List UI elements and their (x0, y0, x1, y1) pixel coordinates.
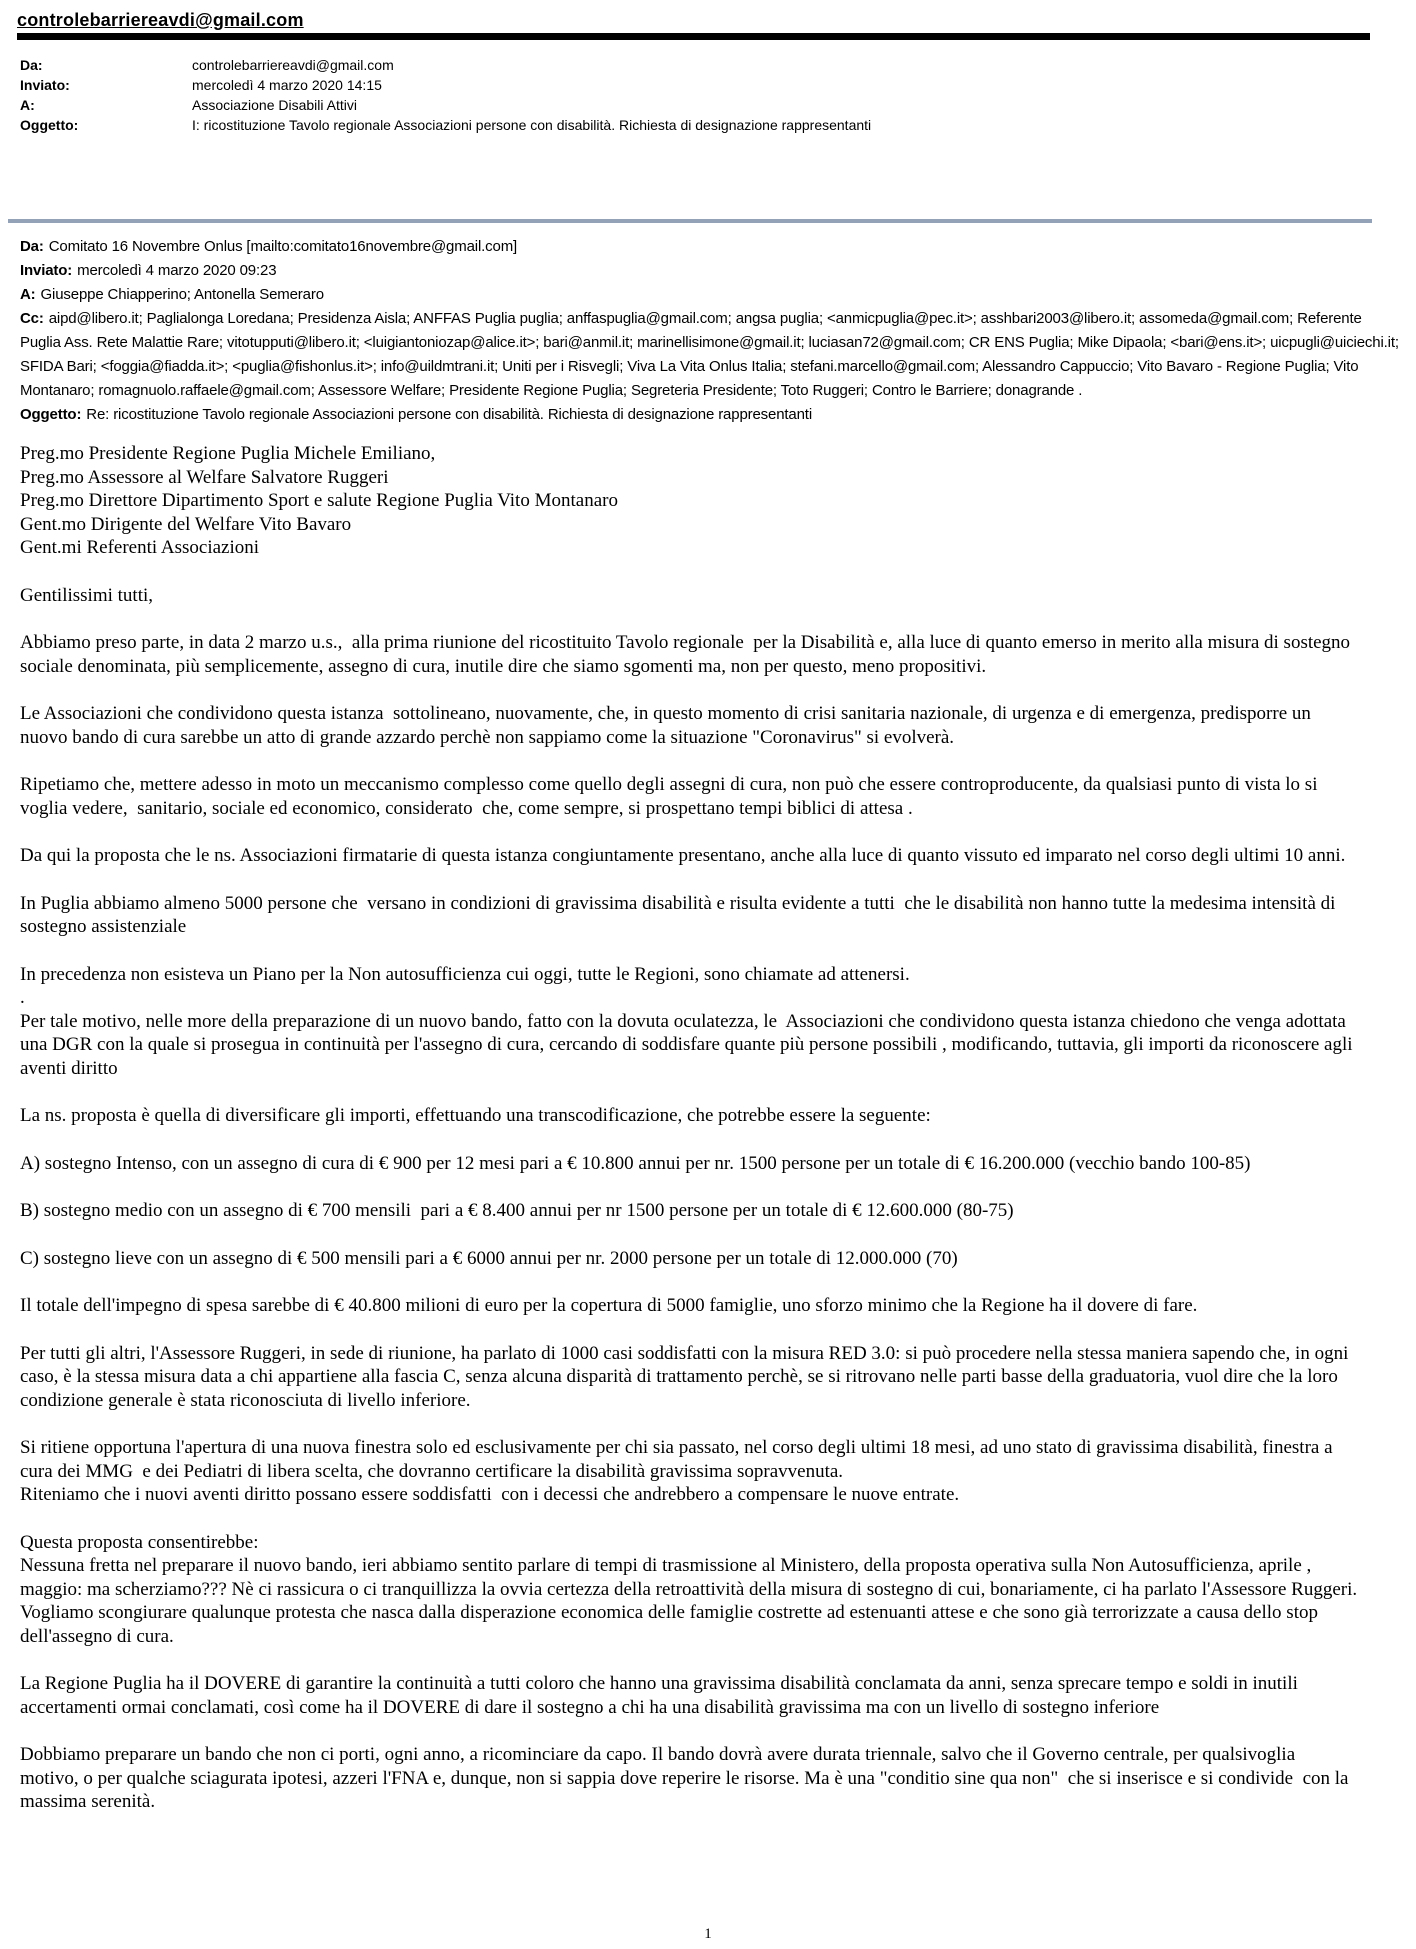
body-paragraph: Per tutti gli altri, l'Assessore Ruggeri, in sede di riunione, ha parlato di 1000 casi soddisfatti con la misura RED 3.0: si può procedere nella stessa maniera sapendo che, in ogni caso, è la stessa misura data a chi appartiene alla fascia C, senza alcuna disparità di trattamento perchè, se si ritrovano nelle parti basse della graduatoria, vuol dire che la loro condizione generale è stata riconosciuta di livello inferiore. (20, 1342, 1354, 1411)
proposal-item-b (20, 1199, 1358, 1223)
header-row-da (20, 55, 1370, 75)
body-paragraph: Ripetiamo che, mettere adesso in moto un meccanismo complesso come quello degli assegni di cura, non può che essere controproducente, da qualsiasi punto di vista lo si voglia vedere, sanitario, sociale ed economico, considerato che, come sempre, si prospettano tempi biblici di attesa . (20, 774, 1323, 819)
body-paragraph: La Regione Puglia ha il DOVERE di garantire la continuità a tutti coloro che hanno una gravissima disabilità conclamata da anni, senza sprecare tempo e soldi in inutili accertamenti ormai conclamati, così come ha il DOVERE di dare il sostegno a chi ha una disabilità gravissima ma con un livello di sostegno inferiore (20, 1673, 1303, 1718)
forwarded-value-a: Giuseppe Chiapperino; Antonella Semeraro (40, 286, 324, 303)
forwarded-value-cc: aipd@libero.it; Paglialonga Loredana; Presidenza Aisla; ANFFAS Puglia puglia; anffaspuglia@gmail.com; angsa puglia; <anmicpuglia@pec.it>; asshbari2003@libero.it; assomeda@gmail.com; Referente Puglia Ass. Rete Malattie Rare; vitotupputi@libero.it; <luigiantoniozap@alice.it>; bari@anmil.it; marinellisimone@gmail.it; luciasan72@gmail.com; CR ENS Puglia; Mike Dipaola; <bari@ens.it>; uicpugli@uiciechi.it; SFIDA Bari; <foggia@fiadda.it>; <puglia@fishonlus.it>; info@uildmtrani.it; Uniti per i Risvegli; Viva La Vita Onlus Italia; stefani.marcello@gmail.com; Alessandro Cappuccio; Vito Bavaro - Regione Puglia; Vito Montanaro; romagnuolo.raffaele@gmail.com; Assessore Welfare; Presidente Regione Puglia; Segreteria Presidente; Toto Ruggeri; Contro le Barriere; donagrande . (20, 310, 1403, 399)
greeting-block (20, 442, 1358, 560)
header-label-oggetto: Oggetto: (20, 117, 79, 133)
forwarded-value-da: Comitato 16 Novembre Onlus [mailto:comitato16novembre@gmail.com] (48, 238, 518, 255)
body-paragraph: Nessuna fretta nel preparare il nuovo bando, ieri abbiamo sentito parlare di tempi di trasmissione al Ministero, della proposta operativa sulla Non Autosufficienza, aprile , maggio: ma scherziamo??? Nè ci rassicura o ci tranquillizza la ovvia certezza della retroattività della misura di sostegno di cui, bonariamente, ci ha parlato l'Assessore Ruggeri. Vogliamo scongiurare qualunque protesta che nasca dalla disperazione economica delle famiglie costrette ad estenuanti attese e che sono già terrorizzate a causa dello stop dell'assegno di cura. (20, 1555, 1362, 1647)
body-paragraph: Si ritiene opportuna l'apertura di una nuova finestra solo ed esclusivamente per chi sia passato, nel corso degli ultimi 18 mesi, ad uno stato di gravissima disabilità, finestra a cura dei MMG e dei Pediatri di libera scelta, che dovranno certificare la disabilità gravissima sopravvenuta. (20, 1437, 1338, 1482)
body-block (20, 1104, 1358, 1128)
body-paragraph: Il totale dell'impegno di spesa sarebbe di € 40.800 milioni di euro per la copertura di 5000 famiglie, uno sforzo minimo che la Regione ha il dovere di fare. (20, 1295, 1198, 1316)
body-block (20, 1342, 1358, 1413)
body-block (20, 963, 1358, 1081)
forwarded-label-oggetto: Oggetto: (20, 406, 82, 423)
body-block (20, 1672, 1358, 1719)
body-paragraph: La ns. proposta è quella di diversificare gli importi, effettuando una transcodificazione, che potrebbe essere la seguente: (20, 1105, 931, 1126)
body-paragraph: In precedenza non esisteva un Piano per la Non autosufficienza cui oggi, tutte le Regioni, sono chiamate ad attenersi. (20, 963, 910, 985)
forwarded-label-inviato: Inviato: (20, 262, 73, 279)
forwarded-row-oggetto (20, 403, 1404, 427)
body-block (20, 631, 1358, 678)
body-paragraph: Le Associazioni che condividono questa istanza sottolineano, nuovamente, che, in questo momento di crisi sanitaria nazionale, di urgenza e di emergenza, predisporre un nuovo bando di cura sarebbe un atto di grande azzardo perchè non sappiamo come la situazione "Coronavirus" si evolverà. (20, 703, 1316, 748)
header-value-inviato: mercoledì 4 marzo 2020 14:15 (192, 77, 382, 93)
body-paragraph: Questa proposta consentirebbe: (20, 1531, 259, 1553)
greeting-line: Preg.mo Direttore Dipartimento Sport e salute Regione Puglia Vito Montanaro (20, 490, 618, 511)
body-paragraph: Gentilissimi tutti, (20, 584, 154, 606)
header-value-oggetto: I: ricostituzione Tavolo regionale Associazioni persone con disabilità. Richiesta di designazione rappresentanti (192, 117, 872, 133)
body-block (20, 702, 1358, 749)
forwarded-label-da: Da: (20, 238, 44, 255)
body-block (20, 1531, 1362, 1649)
body-block (20, 584, 1358, 608)
body-paragraph: Abbiamo preso parte, in data 2 marzo u.s., alla prima riunione del ricostituito Tavolo regionale per la Disabilità e, alla luce di quanto emerso in merito alla misura di sostegno sociale denominata, più semplicemente, assegno di cura, inutile dire che siamo sgomenti ma, non per questo, meno propositivi. (20, 632, 1355, 677)
header-label-a: A: (20, 97, 35, 113)
body-block (20, 1294, 1358, 1318)
header-label-inviato: Inviato: (20, 77, 70, 93)
email-body (20, 442, 1362, 1814)
header-row-oggetto (20, 115, 1370, 135)
body-block (20, 773, 1358, 820)
forwarded-label-cc: Cc: (20, 310, 44, 327)
greeting-line: Gent.mi Referenti Associazioni (20, 537, 260, 558)
greeting-line: Preg.mo Presidente Regione Puglia Michele Emiliano, (20, 443, 436, 464)
proposal-item-a (20, 1152, 1358, 1176)
body-paragraph: A) sostegno Intenso, con un assegno di cura di € 900 per 12 mesi pari a € 10.800 annui per nr. 1500 persone per un totale di € 16.200.000 (vecchio bando 100-85) (20, 1152, 1251, 1174)
forwarded-row-cc (20, 307, 1404, 403)
body-block (20, 1436, 1358, 1507)
forwarded-label-a: A: (20, 286, 36, 303)
body-paragraph: Dobbiamo preparare un bando che non ci porti, ogni anno, a ricominciare da capo. Il bando dovrà avere durata triennale, salvo che il Governo centrale, per qualsivoglia motivo, o per qualche sciagurata ipotesi, azzeri l'FNA e, dunque, non si sappia dove reperire le risorse. Ma è una "conditio sine qua non" che si inserisce e si condivide con la massima serenità. (20, 1744, 1354, 1812)
body-block (20, 892, 1358, 939)
email-header-fields (20, 55, 1370, 135)
header-row-inviato (20, 75, 1370, 95)
body-paragraph: C) sostegno lieve con un assegno di € 500 mensili pari a € 6000 annui per nr. 2000 persone per un totale di 12.000.000 (70) (20, 1247, 958, 1269)
forwarded-email-header (20, 235, 1404, 427)
body-block (20, 844, 1358, 868)
header-value-a: Associazione Disabili Attivi (192, 97, 357, 113)
greeting-line: Preg.mo Assessore al Welfare Salvatore Ruggeri (20, 466, 389, 488)
body-paragraph: Riteniamo che i nuovi aventi diritto possano essere soddisfatti con i decessi che andrebbero a compensare le nuove entrate. (20, 1484, 960, 1505)
proposal-item-c (20, 1247, 1358, 1271)
section-divider (8, 219, 1372, 223)
forwarded-value-inviato: mercoledì 4 marzo 2020 09:23 (77, 262, 277, 279)
forwarded-row-a (20, 283, 1404, 307)
header-label-da: Da: (20, 57, 43, 73)
body-paragraph: B) sostegno medio con un assegno di € 700 mensili pari a € 8.400 annui per nr 1500 persone per un totale di € 12.600.000 (80-75) (20, 1200, 1014, 1221)
forwarded-value-oggetto: Re: ricostituzione Tavolo regionale Associazioni persone con disabilità. Richiesta di designazione rappresentanti (86, 406, 813, 423)
body-paragraph: In Puglia abbiamo almeno 5000 persone che versano in condizioni di gravissima disabilità e risulta evidente a tutti che le disabilità non hanno tutte la medesima intensità di sostegno assistenziale (20, 892, 1341, 937)
body-paragraph: . (20, 987, 25, 1008)
forwarded-row-da (20, 235, 1404, 259)
body-paragraph: Per tale motivo, nelle more della preparazione di un nuovo bando, fatto con la dovuta oculatezza, le Associazioni che condividono questa istanza chiedono che venga adottata una DGR con la quale si prosegua in continuità per l'assegno di cura, cercando di soddisfare quante più persone possibili , modificando, tuttavia, gli importi da riconoscere agli aventi diritto (20, 1010, 1358, 1079)
body-paragraph: Da qui la proposta che le ns. Associazioni firmatarie di questa istanza congiuntamente presentano, anche alla luce di quanto vissuto ed imparato nel corso degli ultimi 10 anni. (20, 845, 1346, 866)
header-value-da: controlebarriereavdi@gmail.com (192, 57, 394, 73)
header-row-a (20, 95, 1370, 115)
page-number: 1 (704, 1926, 712, 1942)
account-title-bar (17, 10, 1370, 40)
body-block (20, 1743, 1358, 1814)
forwarded-row-inviato (20, 259, 1404, 283)
greeting-line: Gent.mo Dirigente del Welfare Vito Bavaro (20, 513, 352, 535)
account-email-title: controlebarriereavdi@gmail.com (17, 10, 304, 30)
